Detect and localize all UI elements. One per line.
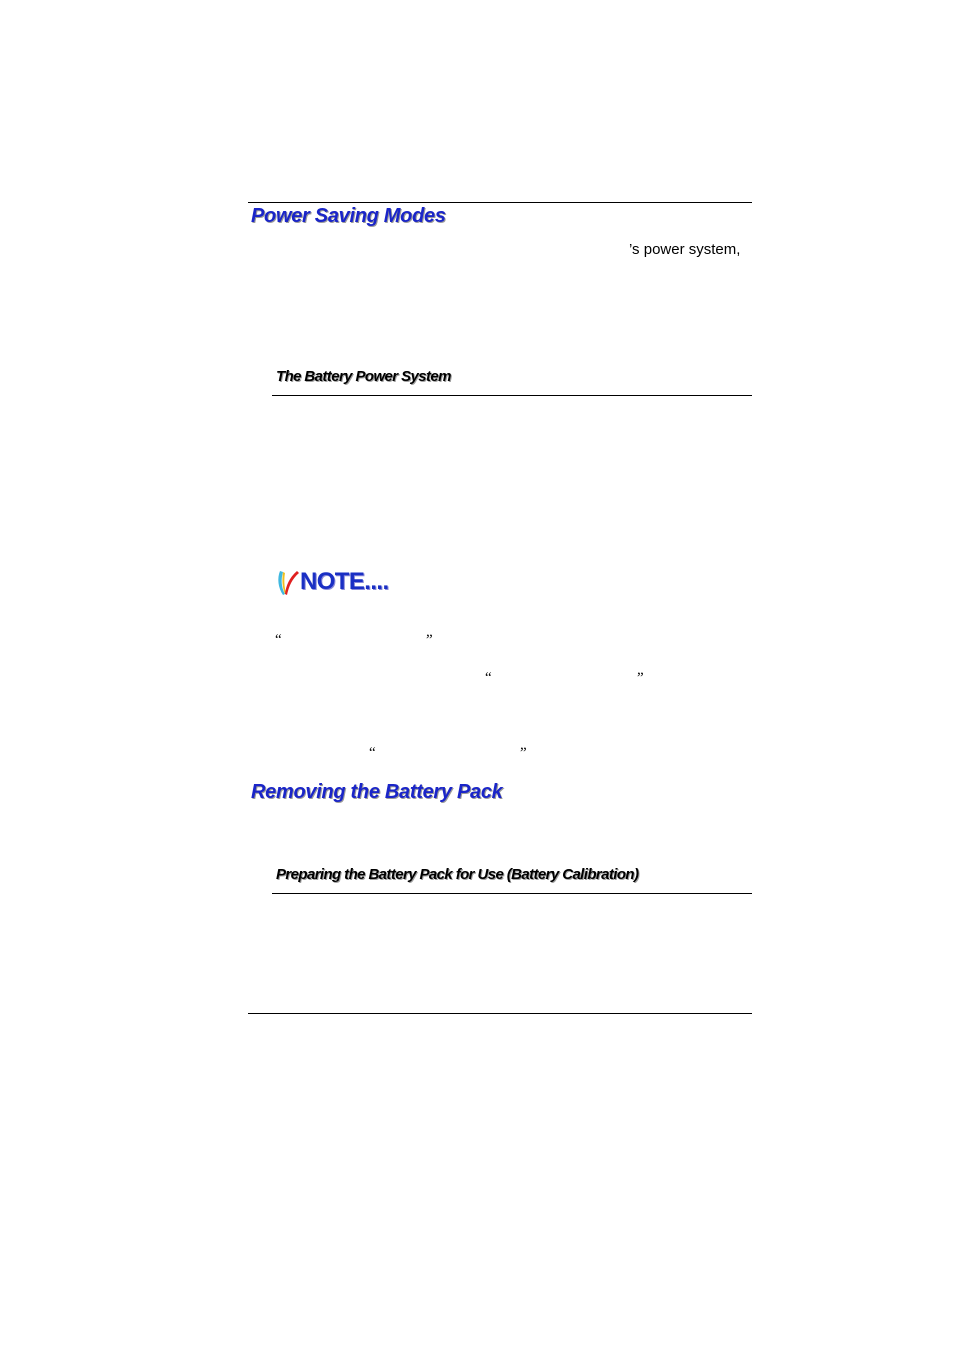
power-system-text-fragment: ’s power system, [629, 241, 741, 258]
note-quote-open-2: “ [485, 670, 492, 686]
note-quote-open-1: “ [275, 632, 282, 648]
note-pen-icon [275, 568, 301, 598]
heading-power-saving-modes: Power Saving Modes [251, 205, 446, 227]
bottom-rule [248, 1013, 752, 1014]
heading-battery-calibration: Preparing the Battery Pack for Use (Battery Calibration) [276, 866, 639, 883]
note-quote-close-2: ” [637, 670, 644, 686]
heading-battery-power-system: The Battery Power System [276, 368, 451, 385]
note-quote-close-1: ” [426, 632, 433, 648]
note-quote-open-3: “ [369, 745, 376, 761]
note-label: NOTE.... [300, 568, 389, 595]
heading-removing-battery-pack: Removing the Battery Pack [251, 781, 503, 803]
battery-calibration-rule [272, 893, 752, 894]
battery-power-system-rule [272, 395, 752, 396]
note-quote-close-3: ” [520, 745, 527, 761]
top-rule [248, 202, 752, 203]
note-callout [275, 566, 415, 600]
